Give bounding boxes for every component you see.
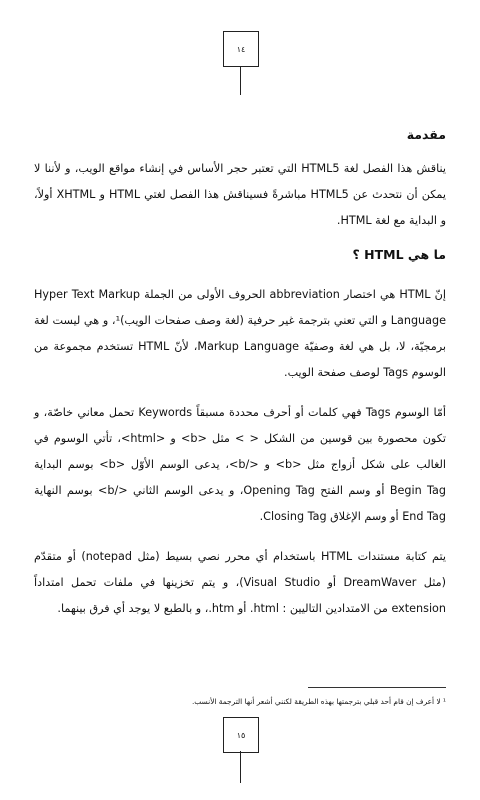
intro-line: يناقش هذا الفصل لغة HTML5 التي تعتبر حجر الأساس في إنشاء مواقع الويب، و لأننا لا — [34, 162, 446, 175]
definition-line: Language و التي تعني بترجمة غير حرفية (لغة وصف صفحات الويب)¹، و هي ليست لغة — [34, 314, 446, 327]
document-body — [34, 122, 446, 622]
definition-line: الوسوم Tags لوصف صفحة الويب. — [284, 366, 446, 379]
tags-paragraph — [34, 400, 446, 530]
top-connector-line — [240, 65, 241, 95]
editors-line: يتم كتابة مستندات HTML باستخدام أي محرر نصي بسيط (مثل notepad) أو متقدّم (مثل — [34, 550, 446, 589]
editors-line: الامتدادين التاليين : html. أو htm.، و بالطبع لا يوجد أي فرق بينهما. — [57, 602, 370, 615]
top-page-number — [223, 31, 259, 67]
top-page-number-text: ١٤ — [236, 44, 246, 54]
bottom-connector-line — [240, 751, 241, 783]
bottom-page-number — [223, 717, 259, 753]
tags-line: Opening Tag، و يدعى الوسم الثاني </b> بوسم النهاية End Tag أو وسم الإغلاق — [34, 484, 446, 523]
footnote-separator — [308, 687, 446, 688]
tags-line: Closing Tag. — [259, 510, 327, 523]
intro-paragraph — [34, 156, 446, 234]
tags-line: أزواج مثل <b> و </b>، يدعى الوسم الأوّل <b> بوسم البداية Begin Tag أو وسم الفتح — [34, 458, 446, 497]
intro-heading: مقدمة — [406, 127, 446, 142]
definition-line: إنّ HTML هي اختصار abbreviation الحروف الأولى من الجملة Hyper Text Markup — [34, 288, 446, 301]
html-definition-paragraph — [34, 282, 446, 386]
bottom-page-number-text: ١٥ — [236, 730, 246, 740]
editors-paragraph — [34, 544, 446, 622]
intro-line: يمكن أن نتحدث عن HTML5 مباشرةً فسيناقش هذا الفصل لغتي HTML و XHTML أولاً، و — [34, 188, 447, 227]
editors-line: DreamWaver أو Visual Studio)، و يتم تخزينها في ملفات تحمل امتداداً extension من — [34, 576, 446, 615]
what-is-html-heading: ما هي HTML ؟ — [352, 247, 446, 262]
tags-line: أمّا الوسوم Tags فهي كلمات أو أحرف محددة مسبقاً Keywords تحمل معاني خاصّة، و تكون — [34, 406, 447, 445]
footnote: ¹ لا أعرف إن قام أحد قبلي بترجمتها بهذه الطريقة لكنني أشعر أنها الترجمة الأنسب. — [191, 697, 446, 706]
tags-line: محصورة بين قوسين من الشكل < > مثل <b> و <html>، تأتي الوسوم في الغالب على شكل — [34, 432, 446, 471]
intro-line: البداية مع لغة HTML. — [336, 214, 438, 227]
definition-line: برمجيّة، لا، بل هي لغة وصفيّة Markup Language، لأنّ HTML تستخدم مجموعة من — [34, 340, 446, 353]
